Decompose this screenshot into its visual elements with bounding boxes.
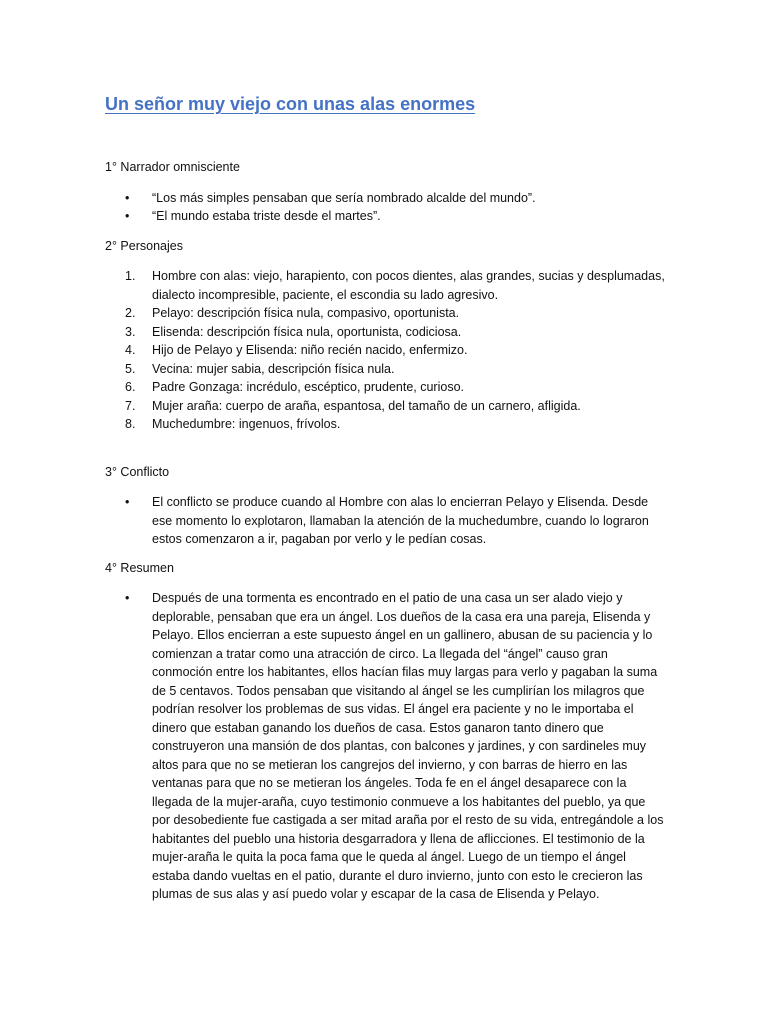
resumen-bullet-list: [105, 589, 665, 904]
personajes-numbered-list: [105, 267, 665, 434]
list-item: 3. Elisenda: descripción física nula, oportunista, codiciosa.: [125, 324, 462, 339]
bullet-icon: •: [125, 591, 130, 605]
narrador-bullet-list: [105, 189, 665, 226]
bullet-icon: •: [125, 495, 130, 509]
list-item: 4. Hijo de Pelayo y Elisenda: niño recién nacido, enfermizo.: [125, 343, 468, 357]
bullet-icon: •: [125, 190, 130, 205]
list-item: 2. Pelayo: descripción física nula, compasivo, oportunista.: [125, 306, 460, 320]
bullet-icon: •: [125, 209, 130, 223]
section-heading-conflicto: 3° Conflicto: [105, 464, 170, 479]
list-item: • Después de una tormenta es encontrado en el patio de una casa un ser alado viejo y deplorable, pensaban que era un ángel. Los dueños de la casa era una pareja, Elisenda y Pelayo. Ellos encierran a este supuesto ángel en un gallinero, abusan de su paciencia y lo comienzan a tratar como una atracción de circo. La llegada del “ángel” causo gran conmoción entre los habitantes, ellos hacían filas muy largas para verlo y pagaban la suma de 5 centavos. Todos pensaban que visitando al ángel se les cumplirían los milagros que podrían resolver los problemas de sus vidas. El ángel era paciente y no le importaba el dinero que estaban ganando los dueños de casa. Estos ganaron tanto dinero que construyeron una mansión de dos plantas, con balcones y jardines, y con sardineles muy altos para que no se metieran los cangrejos del invierno, y con barras de hierro en las ventanas para que no se metieran los ángeles. Toda fe en el ángel desaparece con la llegada de la mujer-araña, cuyo testimonio conmueve a los habitantes del pueblo, ya que por desobediente fue castigada a ser mitad araña por el resto de su vida, entregándole a los habitantes del pueblo una historia desgarradora y llena de aflicciones. El testimonio de la mujer-araña le quita la poca fama que le queda al ángel. Luego de un tiempo el ángel estaba dando vueltas en el patio, durante el duro invierno, junto con esto le crecieron las plumas de sus alas y así puedo volar y escapar de la casa de Elisenda y Pelayo.: [125, 591, 664, 901]
list-item: 7. Mujer araña: cuerpo de araña, espantosa, del tamaño de un carnero, afligida.: [125, 398, 581, 413]
list-item: 1. Hombre con alas: viejo, harapiento, con pocos dientes, alas grandes, sucias y desplumadas, dialecto incompresible, paciente, el escondia su lado agresivo.: [125, 269, 665, 302]
section-heading-personajes: 2° Personajes: [105, 238, 183, 253]
list-item: • “Los más simples pensaban que sería nombrado alcalde del mundo”.: [105, 189, 665, 208]
list-item: • El conflicto se produce cuando al Hombre con alas lo encierran Pelayo y Elisenda. Desde ese momento lo explotaron, llamaban la atención de la muchedumbre, cuando lo lograron estos comenzaron a ir, pagaban por verlo y le pedían cosas.: [125, 495, 649, 546]
section-heading-resumen: 4° Resumen: [105, 560, 174, 575]
list-item: 5. Vecina: mujer sabia, descripción física nula.: [125, 361, 395, 376]
conflicto-bullet-list: [105, 493, 665, 549]
document-title: Un señor muy viejo con unas alas enormes: [105, 94, 476, 114]
list-item: 6. Padre Gonzaga: incrédulo, escéptico, prudente, curioso.: [125, 380, 464, 394]
document-body: [105, 92, 665, 904]
list-item: 8. Muchedumbre: ingenuos, frívolos.: [125, 417, 341, 431]
list-item: • “El mundo estaba triste desde el martes”.: [105, 207, 665, 226]
section-heading-narrador: 1° Narrador omnisciente: [105, 160, 240, 174]
